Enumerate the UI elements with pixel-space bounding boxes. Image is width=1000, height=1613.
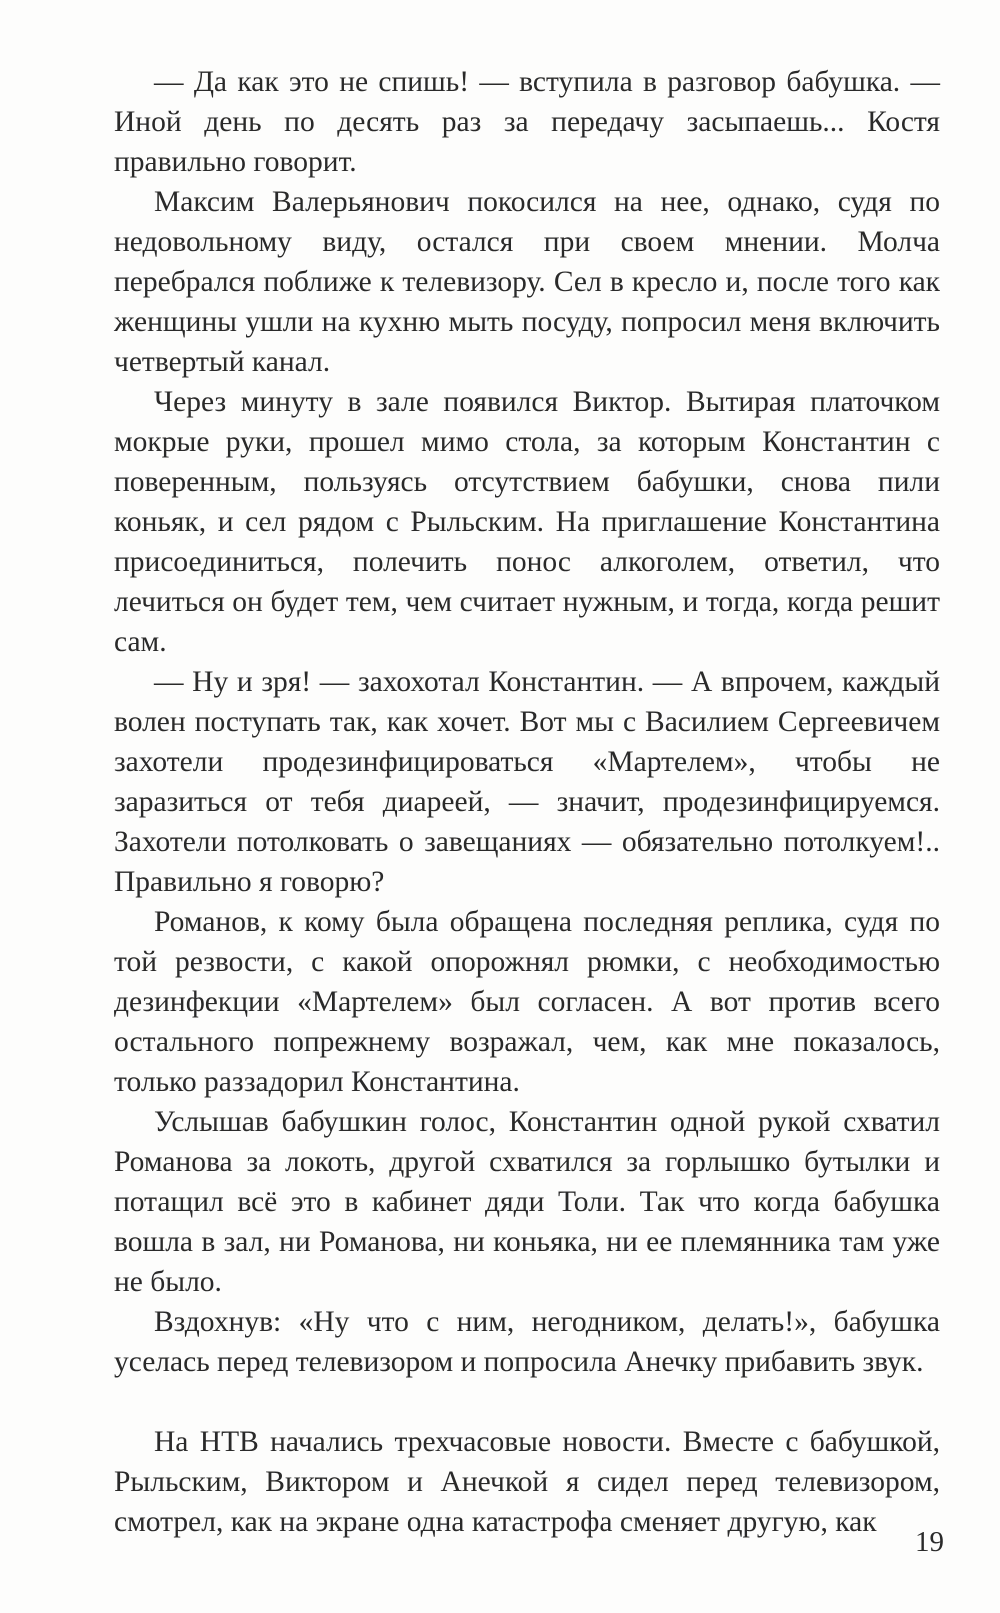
body-text [114,62,940,1542]
paragraph: — Да как это не спишь! — вступила в разговор бабушка. — Иной день по десять раз за передачу засыпаешь... Костя правильно говорит. [114,66,940,178]
paragraph: Через минуту в зале появился Виктор. Вытирая платочком мокрые руки, прошел мимо стола, за которым Константин с поверенным, пользуясь отсутствием бабушки, снова пили коньяк, и сел рядом с Рыльским. На приглашение Константина присоединиться, полечить понос алкоголем, ответил, что лечиться он будет тем, чем считает нужным, и тогда, когда решит сам. [114,386,940,658]
paragraph: Услышав бабушкин голос, Константин одной рукой схватил Романова за локоть, другой схватился за горлышко бутылки и потащил всё это в кабинет дяди Толи. Так что когда бабушка вошла в зал, ни Романова, ни коньяка, ни ее племянника там уже не было. [114,1106,940,1298]
paragraph-section-start: На НТВ начались трехчасовые новости. Вместе с бабушкой, Рыльским, Виктором и Анечкой я сидел перед телевизором, смотрел, как на экране одна катастрофа сменяет другую, как [114,1426,940,1538]
paragraph: Максим Валерьянович покосился на нее, однако, судя по недовольному виду, остался при своем мнении. Молча перебрался поближе к телевизору. Сел в кресло и, после того как женщины ушли на кухню мыть посуду, попросил меня включить четвертый канал. [114,186,940,378]
paragraph: Романов, к кому была обращена последняя реплика, судя по той резвости, с какой опорожнял рюмки, с необходимостью дезинфекции «Мартелем» был согласен. А вот против всего остального попрежнему возражал, чем, как мне показалось, только раззадорил Константина. [114,906,940,1098]
page-number: 19 [915,1526,944,1558]
paragraph: Вздохнув: «Ну что с ним, негодником, делать!», бабушка уселась перед телевизором и попросила Анечку прибавить звук. [114,1306,940,1378]
paragraph: — Ну и зря! — захохотал Константин. — А впрочем, каждый волен поступать так, как хочет. Вот мы с Василием Сергеевичем захотели продезинфицироваться «Мартелем», чтобы не заразиться от тебя диареей, — значит, продезинфицируемся. Захотели потолковать о завещаниях — обязательно потолкуем!.. Правильно я говорю? [114,666,940,898]
